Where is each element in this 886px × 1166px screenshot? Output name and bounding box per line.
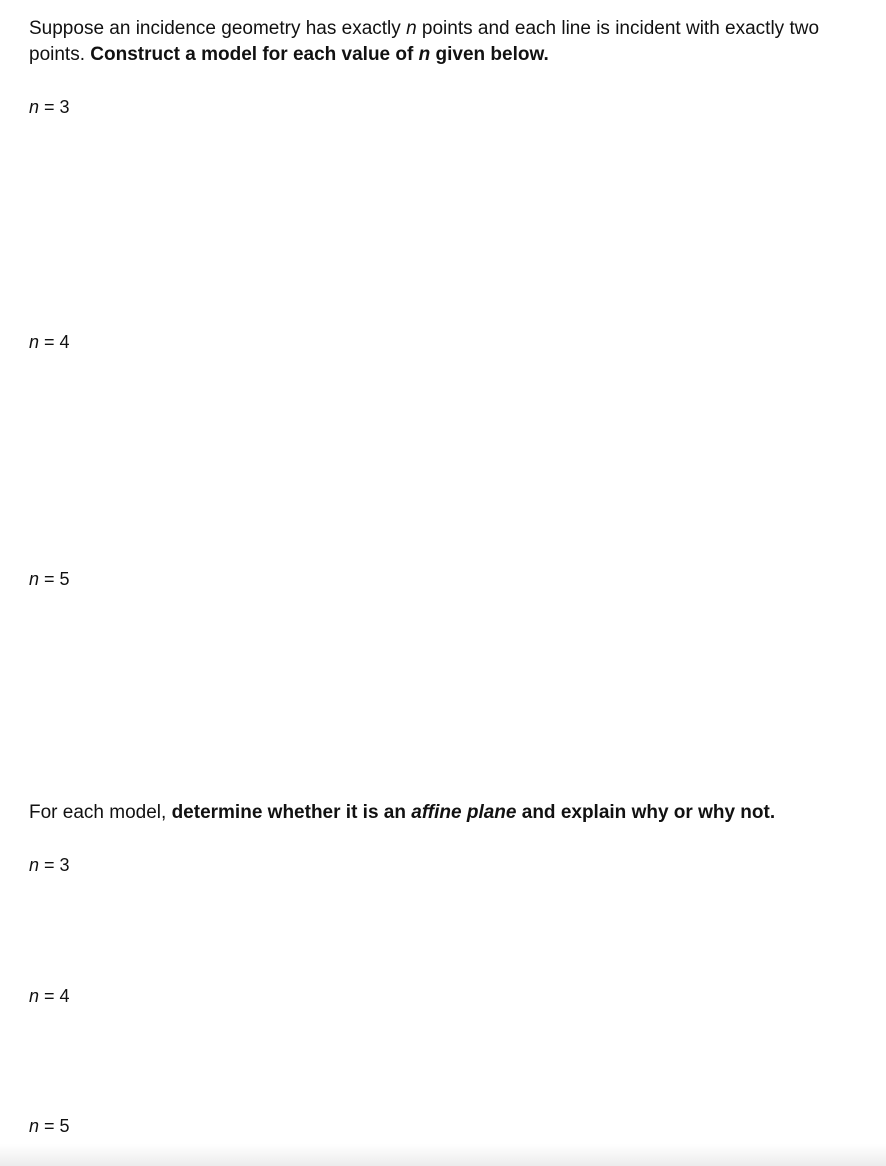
affine-plane-term: affine plane — [411, 802, 517, 823]
instruction-bold-text: Construct a model for each value of — [90, 44, 419, 65]
question-bold-text: determine whether it is an — [171, 802, 412, 823]
affine-label-n5: n = 5 — [29, 1116, 70, 1136]
instruction-text: Suppose an incidence geometry has exactly — [29, 18, 407, 39]
instruction-bold-text: given below. — [430, 44, 549, 65]
instruction-text: points and each line is incident with exactly two — [416, 18, 820, 39]
page-bottom-shadow — [0, 1144, 886, 1166]
model-label-n3: n = 3 — [29, 97, 70, 117]
instruction-line-1 — [29, 16, 819, 42]
question-text: For each model, — [29, 802, 172, 823]
instruction-text: points. — [29, 44, 91, 65]
affine-label-n4: n = 4 — [29, 986, 70, 1006]
variable-n: n — [418, 44, 431, 65]
variable-n: n — [406, 18, 417, 39]
affine-label-n3: n = 3 — [29, 855, 70, 875]
model-label-n4: n = 4 — [29, 332, 70, 352]
affine-question-line — [29, 800, 775, 826]
model-label-n5: n = 5 — [29, 569, 70, 589]
question-bold-text: and explain why or why not. — [516, 802, 776, 823]
instruction-line-2 — [29, 42, 549, 68]
